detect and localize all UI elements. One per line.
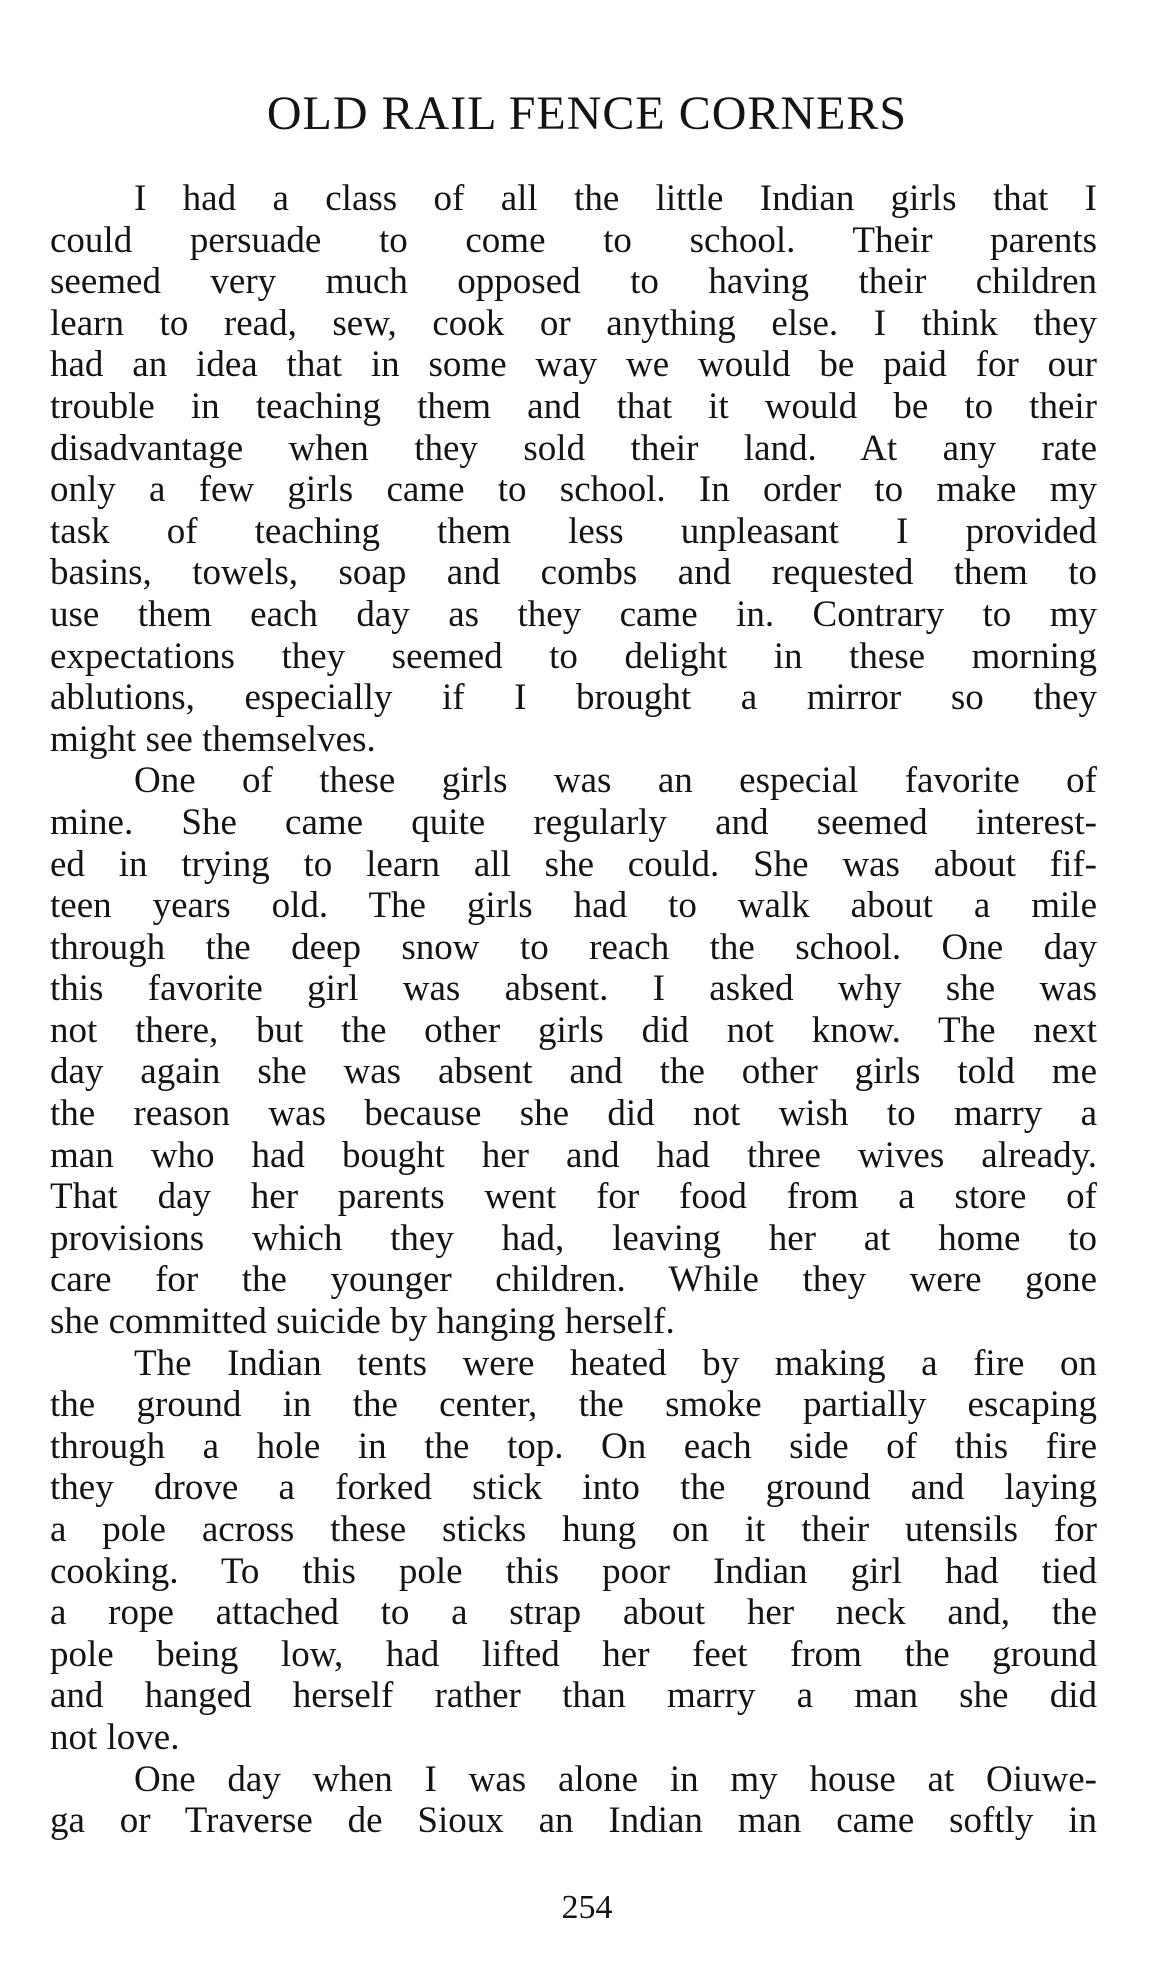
text-line: not love.	[50, 1716, 180, 1758]
text-line: provisions which they had, leaving her at home to	[50, 1217, 1097, 1259]
text-line: learn to read, sew, cook or anything else. I think they	[50, 302, 1097, 344]
text-line: disadvantage when they sold their land. At any rate	[50, 427, 1097, 469]
text-line: The Indian tents were heated by making a fire on	[134, 1342, 1097, 1384]
text-line: through the deep snow to reach the school. One day	[50, 926, 1097, 968]
text-line: might see themselves.	[50, 718, 376, 760]
text-line: could persuade to come to school. Their parents	[50, 219, 1097, 261]
text-line: One day when I was alone in my house at Oiuwe-	[134, 1758, 1097, 1800]
text-line: had an idea that in some way we would be paid for our	[50, 344, 1097, 386]
text-line: through a hole in the top. On each side of this fire	[50, 1425, 1097, 1467]
paragraph	[50, 1759, 1097, 1842]
running-head: OLD RAIL FENCE CORNERS	[266, 87, 908, 140]
text-line: care for the younger children. While they were gone	[50, 1259, 1097, 1301]
text-line: ga or Traverse de Sioux an Indian man came softly in	[50, 1800, 1097, 1842]
text-line: this favorite girl was absent. I asked why she was	[50, 968, 1097, 1010]
text-line: man who had bought her and had three wives already.	[50, 1134, 1097, 1176]
text-line: mine. She came quite regularly and seemed interest-	[50, 801, 1097, 843]
text-line: a rope attached to a strap about her neck and, the	[50, 1592, 1097, 1634]
text-line: she committed suicide by hanging herself.	[50, 1301, 675, 1343]
text-line: That day her parents went for food from a store of	[50, 1176, 1097, 1218]
text-line: task of teaching them less unpleasant I provided	[50, 510, 1097, 552]
text-line: cooking. To this pole this poor Indian girl had tied	[50, 1550, 1097, 1592]
text-line: basins, towels, soap and combs and requested them to	[50, 552, 1097, 594]
text-line: expectations they seemed to delight in these morning	[50, 635, 1097, 677]
text-line: seemed very much opposed to having their children	[50, 261, 1097, 303]
paragraph	[50, 178, 1097, 760]
text-line: they drove a forked stick into the ground and laying	[50, 1467, 1097, 1509]
text-line: trouble in teaching them and that it would be to their	[50, 385, 1097, 427]
text-line: ed in trying to learn all she could. She was about fif-	[50, 843, 1097, 885]
text-line: pole being low, had lifted her feet from the ground	[50, 1633, 1097, 1675]
body-text	[50, 178, 1097, 1842]
text-line: the ground in the center, the smoke partially escaping	[50, 1384, 1097, 1426]
paragraph	[50, 1343, 1097, 1759]
text-line: a pole across these sticks hung on it their utensils for	[50, 1509, 1097, 1550]
text-line: ablutions, especially if I brought a mirror so they	[50, 677, 1097, 719]
text-line: the reason was because she did not wish to marry a	[50, 1093, 1097, 1135]
text-line: teen years old. The girls had to walk about a mile	[50, 885, 1097, 927]
page-number: 254	[561, 1889, 613, 1926]
text-line: I had a class of all the little Indian girls that I	[134, 178, 1097, 219]
text-line: One of these girls was an especial favorite of	[134, 760, 1097, 802]
text-line: not there, but the other girls did not know. The next	[50, 1009, 1097, 1051]
text-line: and hanged herself rather than marry a man she did	[50, 1675, 1097, 1717]
paragraph	[50, 760, 1097, 1342]
text-line: use them each day as they came in. Contrary to my	[50, 593, 1097, 635]
text-line: only a few girls came to school. In order to make my	[50, 469, 1097, 511]
text-line: day again she was absent and the other girls told me	[50, 1051, 1097, 1093]
